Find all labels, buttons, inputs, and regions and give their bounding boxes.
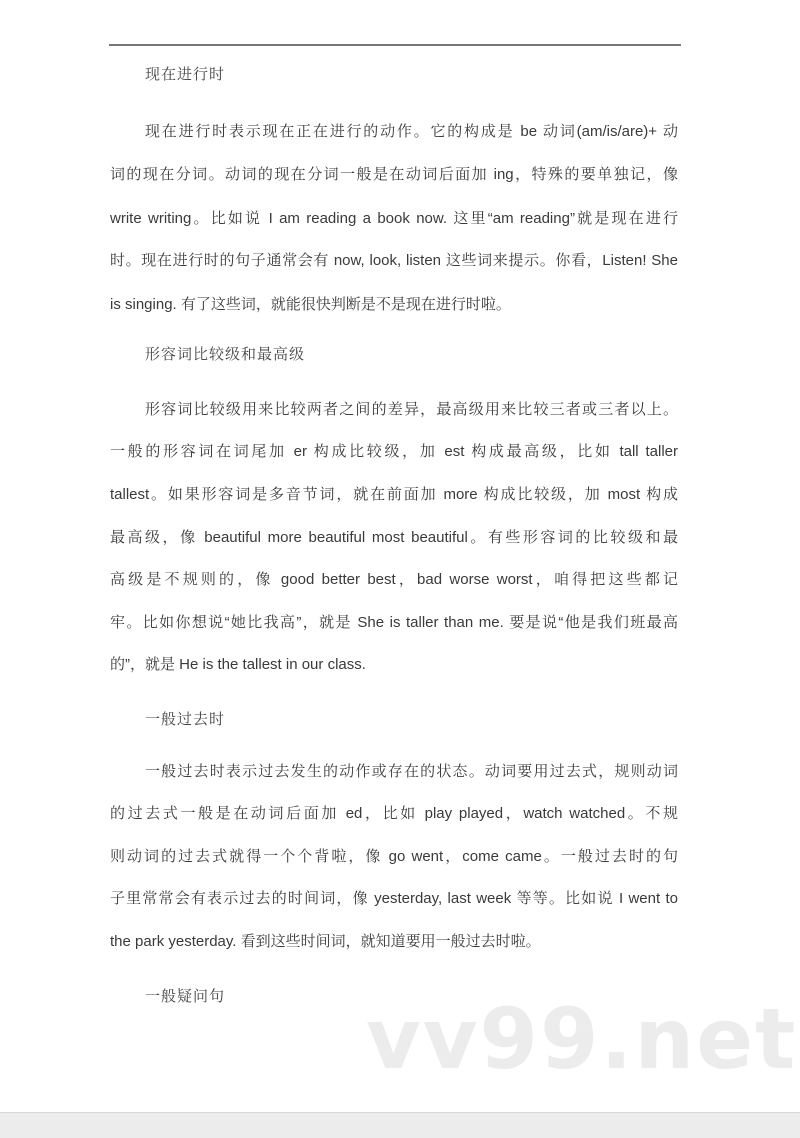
section-heading: 形容词比较级和最高级 xyxy=(145,346,306,363)
paragraph-line: 时。现在进行时的句子通常会有 now, look, listen 这些词来提示。你看，Listen! She xyxy=(110,252,678,269)
paragraph-line: 的”，就是 He is the tallest in our class. xyxy=(110,656,366,673)
paragraph-line: 的过去式一般是在动词后面加 ed，比如 play played，watch watched。不规 xyxy=(110,805,678,822)
paragraph-line: tallest。如果形容词是多音节词，就在前面加 more 构成比较级，加 most 构成 xyxy=(110,486,678,503)
page-bottom-bar xyxy=(0,1112,800,1138)
paragraph-line: 高级是不规则的，像 good better best，bad worse worst，咱得把这些都记 xyxy=(110,571,678,588)
paragraph-line: 形容词比较级用来比较两者之间的差异，最高级用来比较三者或三者以上。 xyxy=(145,401,678,418)
watermark: vv99.net xyxy=(366,990,798,1088)
paragraph-line: 子里常常会有表示过去的时间词，像 yesterday, last week 等等。比如说 I went to xyxy=(110,890,678,907)
section-heading: 现在进行时 xyxy=(145,66,226,83)
paragraph-line: 一般过去时表示过去发生的动作或存在的状态。动词要用过去式，规则动词 xyxy=(145,763,678,780)
paragraph-line: write writing。比如说 I am reading a book now. 这里“am reading”就是现在进行 xyxy=(110,210,678,227)
paragraph-line: 现在进行时表示现在正在进行的动作。它的构成是 be 动词(am/is/are)+ 动 xyxy=(145,123,678,140)
paragraph-line: is singing. 有了这些词，就能很快判断是不是现在进行时啦。 xyxy=(110,296,511,313)
paragraph-line: 牢。比如你想说“她比我高”，就是 She is taller than me. 要是说“他是我们班最高 xyxy=(110,614,678,631)
header-rule xyxy=(109,44,681,46)
paragraph-line: 则动词的过去式就得一个个背啦，像 go went，come came。一般过去时的句 xyxy=(110,848,678,865)
paragraph-line: 词的现在分词。动词的现在分词一般是在动词后面加 ing，特殊的要单独记，像 xyxy=(110,166,678,183)
section-heading: 一般过去时 xyxy=(145,711,226,728)
paragraph-line: 一般的形容词在词尾加 er 构成比较级，加 est 构成最高级，比如 tall taller xyxy=(110,443,678,460)
paragraph-line: 最高级，像 beautiful more beautiful most beautiful。有些形容词的比较级和最 xyxy=(110,529,678,546)
section-heading: 一般疑问句 xyxy=(145,988,226,1005)
paragraph-line: the park yesterday. 看到这些时间词，就知道要用一般过去时啦。 xyxy=(110,933,541,950)
